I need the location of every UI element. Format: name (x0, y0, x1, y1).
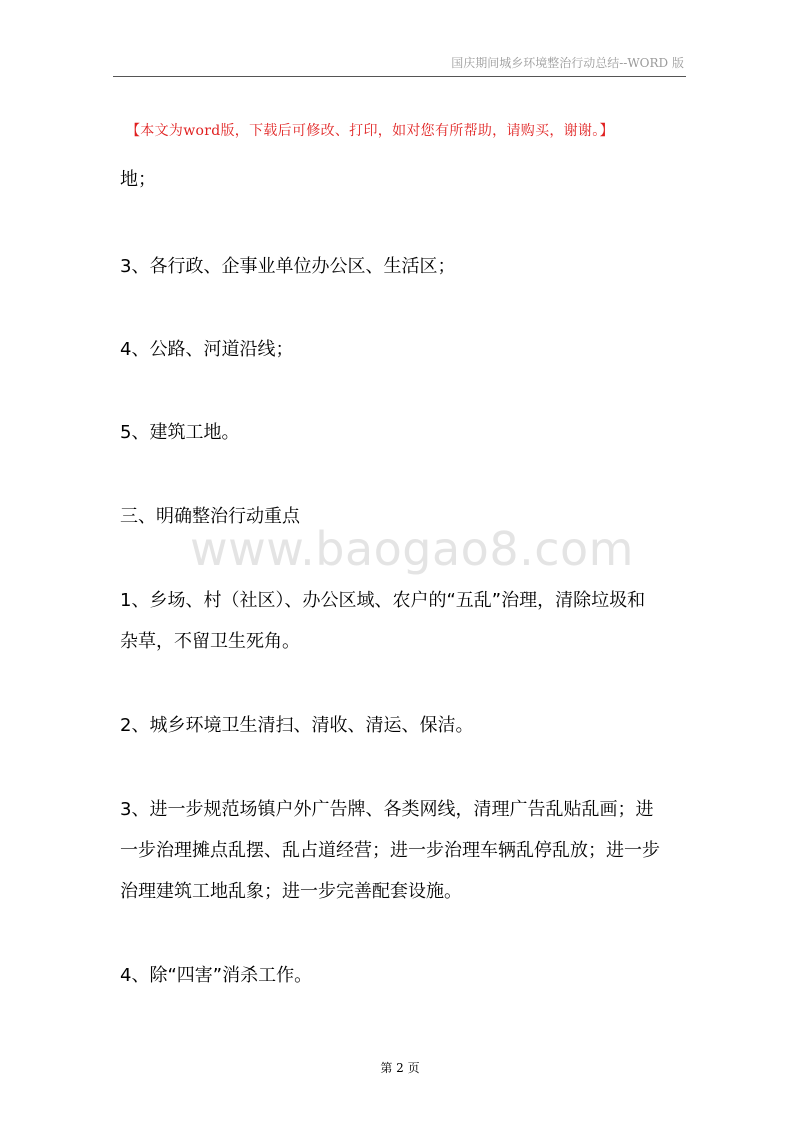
watermark: www.baogao8.com (190, 522, 634, 576)
key-item-1-line-2: 杂草，不留卫生死角。 (120, 631, 300, 652)
list-item-3: 3、各行政、企事业单位办公区、生活区； (120, 256, 456, 277)
key-item-3-line-3: 治理建筑工地乱象；进一步完善配套设施。 (120, 881, 462, 902)
key-item-1-line-1: 1、乡场、村（社区）、办公区域、农户的“五乱”治理，清除垃圾和 (120, 590, 646, 611)
key-item-3-line-2: 一步治理摊点乱摆、乱占道经营；进一步治理车辆乱停乱放；进一步 (120, 840, 660, 861)
page-number: 第 2 页 (380, 1061, 420, 1075)
paragraph-continuation: 地； (120, 169, 156, 190)
header-divider (113, 76, 686, 77)
key-item-4: 4、除“四害”消杀工作。 (120, 965, 313, 986)
list-item-4: 4、公路、河道沿线； (120, 339, 294, 360)
list-item-5: 5、建筑工地。 (120, 422, 240, 443)
download-notice: 【本文为word版，下载后可修改、打印，如对您有所帮助，请购买，谢谢。】 (126, 123, 614, 139)
key-item-2: 2、城乡环境卫生清扫、清收、清运、保洁。 (120, 715, 474, 736)
section-heading-3: 三、明确整治行动重点 (120, 506, 300, 527)
page-header-title: 国庆期间城乡环境整治行动总结--WORD 版 (451, 56, 684, 70)
key-item-3-line-1: 3、进一步规范场镇户外广告牌、各类网线，清理广告乱贴乱画；进 (120, 799, 654, 820)
